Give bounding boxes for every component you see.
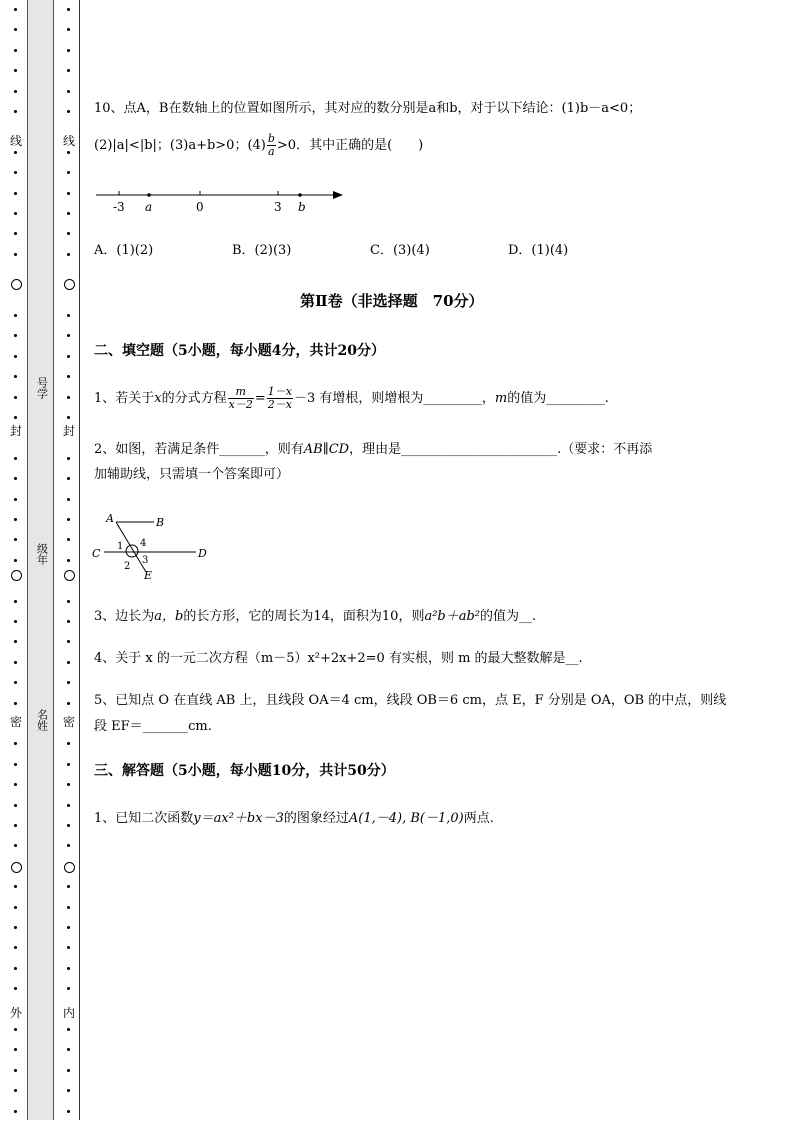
margin-dot [14,110,17,113]
margin-dot [67,967,70,970]
margin-dot [67,69,70,72]
margin-dot [14,1069,17,1072]
margin-dot [67,1110,70,1113]
margin-dot [67,1028,70,1031]
s2-q1-frac2-den: 2－x [267,398,292,411]
q10-option-a: A．(1)(2) [94,243,154,258]
outer-circle-3 [11,862,22,873]
s2-q1-frac2 [267,386,293,411]
number-line-figure [88,182,353,216]
fig-label-b: B [156,516,165,529]
margin-dot [67,681,70,684]
margin-dot [14,49,17,52]
field-grade [27,543,57,565]
margin-dot [14,600,17,603]
field-name-label: 名姓 [35,709,49,731]
margin-dot [14,416,17,419]
s2-q3-expr: a²b＋ab² [424,609,481,624]
margin-dot [14,742,17,745]
margin-dot [14,844,17,847]
outer-mark-feng: 封 [9,424,22,438]
margin-dot [14,926,17,929]
margin-dot [67,232,70,235]
margin-dot [14,151,17,154]
inner-mark-feng: 封 [62,424,75,438]
margin-dot [14,946,17,949]
angle-circle [126,545,138,557]
margin-dot [14,334,17,337]
margin-dot [14,559,17,562]
q10-line2-b: >0．其中正确的是( ) [276,138,424,153]
s2-q2-a: 2、如图，若满足条件_______，则有 [94,442,304,457]
margin-dot [67,600,70,603]
margin-dot [67,28,70,31]
fig-angle-4: 4 [140,538,147,549]
margin-dot [14,538,17,541]
margin-dot [67,640,70,643]
field-student-id [27,377,57,399]
margin-dot [14,1028,17,1031]
margin-dot [14,253,17,256]
s2-q1-m: m [494,391,508,406]
s2-q1-frac1-num: m [228,386,254,399]
margin-dot [67,1089,70,1092]
parallel-lines-figure [88,508,218,584]
margin-dot [14,90,17,93]
s2-q1-frac1-den: x－2 [228,398,253,411]
margin-dot [67,171,70,174]
margin-dot [67,355,70,358]
margin-dot [67,661,70,664]
margin-dot [14,8,17,11]
number-line-arrow [333,191,343,199]
label-b: b [298,200,306,214]
field-name [27,709,57,731]
label-3: 3 [274,200,282,214]
margin-dot [14,28,17,31]
margin-dot [67,906,70,909]
margin-dot [14,355,17,358]
s2-q3-ab: a，b [154,609,184,624]
margin-dot [67,90,70,93]
s2-q2-b: ，理由是________________________.（要求：不再添 [349,442,653,457]
margin-dot [67,620,70,623]
margin-dot [14,1110,17,1113]
s2-q1-c: －3 有增根，则增根为_________， [293,391,495,406]
outer-mark-mi: 密 [9,715,22,729]
margin-dot [67,212,70,215]
fig-label-c: C [92,547,101,560]
margin-dot [14,192,17,195]
margin-dot [14,457,17,460]
s2-q4: 4、关于 x 的一元二次方程（m－5）x²+2x+2=0 有实根，则 m 的最大整数解是__. [94,651,583,666]
s2-q3-c: 的值为__. [480,609,537,624]
margin-dot [14,885,17,888]
margin-dot [67,559,70,562]
s2-q1-x: x [154,391,162,406]
s2-q1-d: 的值为_________. [507,391,609,406]
margin-dot [67,314,70,317]
margin-dot [67,253,70,256]
q10-fraction [267,133,276,158]
margin-dot [67,987,70,990]
margin-dot [14,1048,17,1051]
margin-dot [67,1069,70,1072]
margin-dot [14,1089,17,1092]
inner-mark-mi: 密 [62,715,75,729]
margin-dot [67,477,70,480]
s2-q1-frac1 [228,386,254,411]
label-a: a [145,200,153,214]
margin-dot [14,681,17,684]
margin-dot [67,804,70,807]
point-b [298,193,302,197]
fig-label-d: D [198,547,207,560]
margin-dot [14,783,17,786]
inner-mark-nei: 内 [62,1006,75,1020]
s2-q2-ab: AB∥CD [303,442,350,457]
fig-label-e: E [144,569,153,582]
margin-dot [67,396,70,399]
q10-option-d: D．(1)(4) [508,243,569,258]
field-student-id-label: 号学 [35,377,49,399]
s2-q1-eq: = [254,391,266,406]
q10-line2 [94,133,423,158]
s2-q2-line2: 加辅助线，只需填一个答案即可） [94,467,290,482]
s2-q2-line1 [94,441,652,459]
margin-dot [14,396,17,399]
margin-dot [14,314,17,317]
field-grade-label: 级年 [35,543,49,565]
s3-q1-b: 的图象经过 [283,811,349,826]
margin-dot [67,702,70,705]
margin-dot [67,457,70,460]
s2-q1-frac2-num: 1－x [267,385,292,398]
q10-frac-den: a [268,145,275,158]
s3-q1-a: 1、已知二次函数 [94,811,194,826]
s2-q1 [94,385,609,413]
inner-circle-3 [64,862,75,873]
margin-dot [67,375,70,378]
margin-dot [67,783,70,786]
outer-circle-2 [11,570,22,581]
margin-dot [67,8,70,11]
margin-dot [14,702,17,705]
margin-dot [14,620,17,623]
section3-heading: 三、解答题（5小题，每小题10分，共计50分） [94,763,395,779]
s2-q1-a: 1、若关于 [94,391,155,406]
margin-dot [67,885,70,888]
margin-dot [14,967,17,970]
margin-dot [14,232,17,235]
margin-dot [14,375,17,378]
binding-line [79,0,80,1120]
margin-dot [14,212,17,215]
margin-dot [67,763,70,766]
margin-dot [14,804,17,807]
q10-frac-num: b [267,132,275,145]
margin-dot [14,477,17,480]
margin-dot [67,518,70,521]
point-a [147,193,151,197]
s3-q1-expr: y＝ax²＋bx－3 [193,811,284,826]
margin-dot [14,906,17,909]
margin-dot [14,987,17,990]
part2-title: 第Ⅱ卷（非选择题 70分） [300,292,484,310]
s3-q1 [94,810,494,828]
inner-circle-2 [64,570,75,581]
fig-angle-2: 2 [124,561,131,572]
margin-dot [14,69,17,72]
outer-mark-xian: 线 [9,134,22,148]
margin-dot [67,824,70,827]
margin-dot [14,498,17,501]
q10-option-b: B．(2)(3) [232,243,292,258]
margin-dot [14,640,17,643]
fig-angle-1: 1 [117,541,124,552]
margin-dot [67,498,70,501]
margin-dot [67,538,70,541]
s2-q3-a: 3、边长为 [94,609,155,624]
outer-mark-wai: 外 [9,1006,22,1020]
q10-line2-a: (2)|a|<|b|；(3)a+b>0；(4) [94,138,266,153]
inner-circle-1 [64,279,75,290]
margin-dot [14,661,17,664]
margin-dot [14,518,17,521]
s2-q3 [94,608,536,626]
margin-dot [67,844,70,847]
margin-dot [67,946,70,949]
margin-dot [67,742,70,745]
inner-mark-xian: 线 [62,134,75,148]
inner-dot-column [62,0,76,1123]
s3-q1-points: A(1,－4), B(－1,0) [348,811,464,826]
s2-q3-b: 的长方形，它的周长为14，面积为10，则 [183,609,425,624]
margin-dot [67,416,70,419]
margin-dot [67,334,70,337]
s2-q5-line2: 段 EF＝_______cm. [94,719,212,734]
s3-q1-c: 两点. [463,811,494,826]
margin-dot [67,151,70,154]
margin-dot [67,110,70,113]
outer-dot-column [9,0,23,1123]
q10-option-c: C．(3)(4) [370,243,430,258]
fig-label-a: A [106,512,114,525]
section2-heading: 二、填空题（5小题，每小题4分，共计20分） [94,343,385,359]
margin-dot [14,824,17,827]
margin-dot [14,763,17,766]
margin-dot [67,1048,70,1051]
outer-circle-1 [11,279,22,290]
q10-line1: 10、点A，B在数轴上的位置如图所示，其对应的数分别是a和b，对于以下结论：(1)b－a<0； [94,101,642,116]
s2-q1-b: 的分式方程 [161,391,227,406]
s2-q5-line1: 5、已知点 O 在直线 AB 上，且线段 OA＝4 cm，线段 OB＝6 cm，点 E，F 分别是 OA，OB 的中点，则线 [94,693,727,708]
label-0: 0 [196,200,204,214]
fig-angle-3: 3 [142,555,149,566]
label-neg3: -3 [113,200,125,214]
margin-dot [67,49,70,52]
margin-dot [67,192,70,195]
margin-dot [67,926,70,929]
margin-dot [14,171,17,174]
